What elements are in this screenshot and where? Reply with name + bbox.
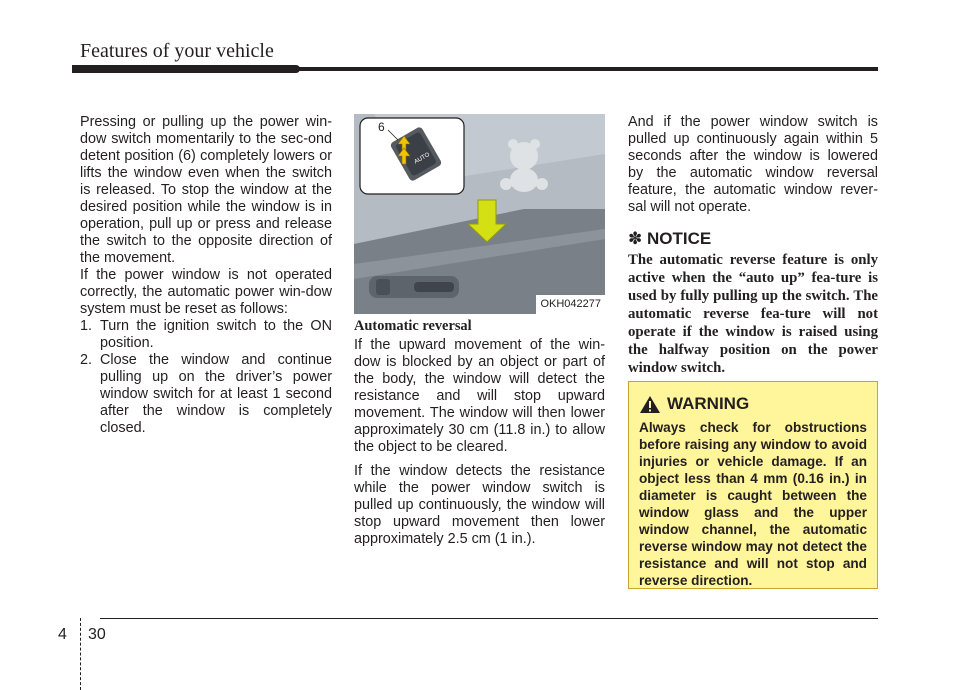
warning-box — [628, 381, 878, 589]
switch-label: AUTO — [413, 151, 431, 166]
figure-id: OKH042277 — [536, 295, 605, 314]
warning-triangle-icon — [639, 395, 661, 414]
list-item — [80, 318, 332, 352]
notice-title: ✽ NOTICE — [628, 229, 712, 248]
chapter-number: 4 — [58, 626, 67, 643]
warning-title: WARNING — [667, 394, 750, 413]
list-number: 1. — [80, 318, 93, 334]
car-door-illustration — [354, 114, 605, 314]
list-text: Close the window and continue pulling up on the driver’s power window switch for at least 1 second after the window is completely closed. — [100, 352, 332, 436]
paragraph: Pressing or pulling up the power win-dow switch momentarily to the sec-ond detent position (6) completely lowers or lifts the window even when the switch is released. To stop the window at the desired position while the window is in operation, pull up or press and release the switch to the opposite direction of the movement. — [80, 114, 332, 266]
list-text: Turn the ignition switch to the ON position. — [100, 318, 332, 351]
notice-body: The automatic reverse feature is only active when the “auto up” fea-ture is used by fully pulling up the switch. The automatic reverse fea-ture will not operate if the window is raised using the halfway position on the power window switch. — [628, 252, 878, 376]
door-window-figure — [354, 114, 605, 314]
header-rule — [72, 67, 878, 71]
paragraph: If the window detects the resistance while the power window switch is pulled up continuously, the window will stop upward movement then lower approximately 2.5 cm (1 in.). — [354, 463, 605, 547]
column-right — [628, 114, 878, 377]
footer-rule — [100, 618, 878, 619]
list-number: 2. — [80, 352, 93, 368]
page-header-title: Features of your vehicle — [80, 40, 274, 62]
paragraph: If the power window is not operated correctly, the automatic power win-dow system must be reset as follows: — [80, 267, 332, 317]
warning-header — [639, 394, 867, 414]
column-middle — [354, 114, 605, 548]
column-left — [80, 114, 332, 437]
footer-divider — [80, 618, 82, 690]
section-heading: Automatic reversal — [354, 318, 472, 334]
warning-text: Always check for obstructions before raising any window to avoid injuries or vehicle damage. If an object less than 4 mm (0.16 in.) in diameter is caught between the window glass and the upper window channel, the automatic reverse window may not detect the resistance and will not stop and reverse direction. — [639, 420, 867, 588]
page-number: 30 — [88, 626, 106, 643]
list-item — [80, 352, 332, 437]
paragraph: And if the power window switch is pulled up continuously again within 5 seconds after the window is lowered by the automatic window reversal feature, the automatic window rever-sal will not operate. — [628, 114, 878, 215]
figure-callout-6: 6 — [378, 120, 385, 134]
paragraph: If the upward movement of the win-dow is blocked by an object or part of the body, the window will detect the resistance and will stop upward movement. The window will then lower approximately 30 cm (11.8 in.) to allow the object to be cleared. — [354, 337, 605, 455]
